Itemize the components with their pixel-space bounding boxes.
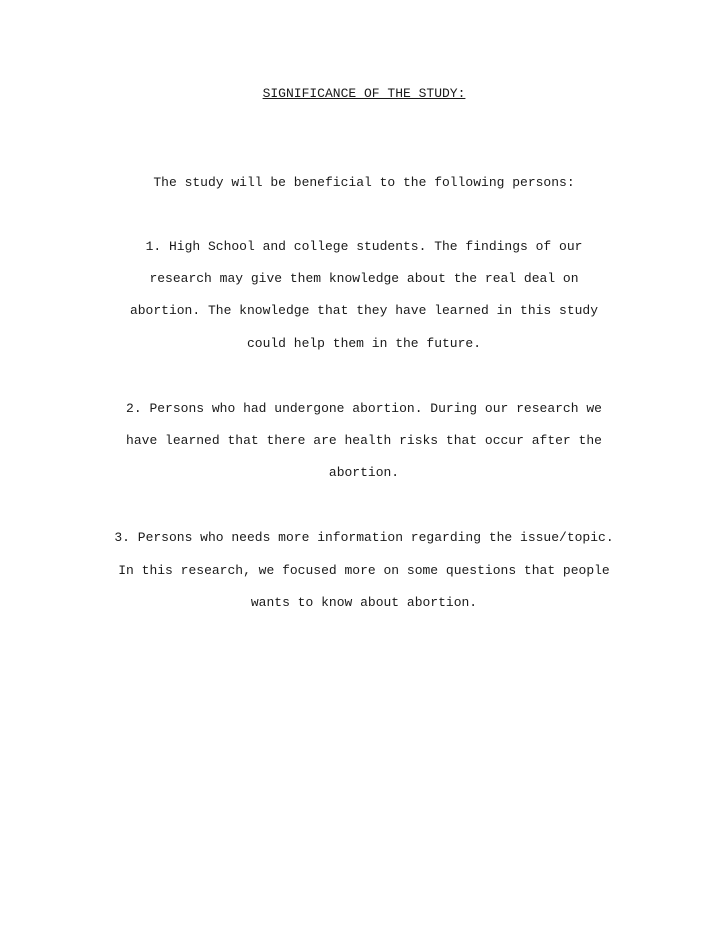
item-1-line-1: 1. High School and college students. The findings of our [145,239,583,254]
item-3-line-1: 3. Persons who needs more information regarding the issue/topic. [114,530,614,545]
item-3-line-3: wants to know about abortion. [250,595,478,610]
item-2-line-1: 2. Persons who had undergone abortion. During our research we [126,401,602,416]
item-3-line-2: In this research, we focused more on some questions that people [118,563,610,578]
item-1-line-4: could help them in the future. [246,336,482,351]
item-1-line-2: research may give them knowledge about the real deal on [149,271,579,286]
document-title: SIGNIFICANCE OF THE STUDY: [262,86,466,101]
item-1-line-3: abortion. The knowledge that they have learned in this study [129,303,599,318]
item-2-line-3: abortion. [328,465,400,480]
intro-text: The study will be beneficial to the following persons: [153,175,575,190]
item-2-line-2: have learned that there are health risks that occur after the [126,433,602,448]
